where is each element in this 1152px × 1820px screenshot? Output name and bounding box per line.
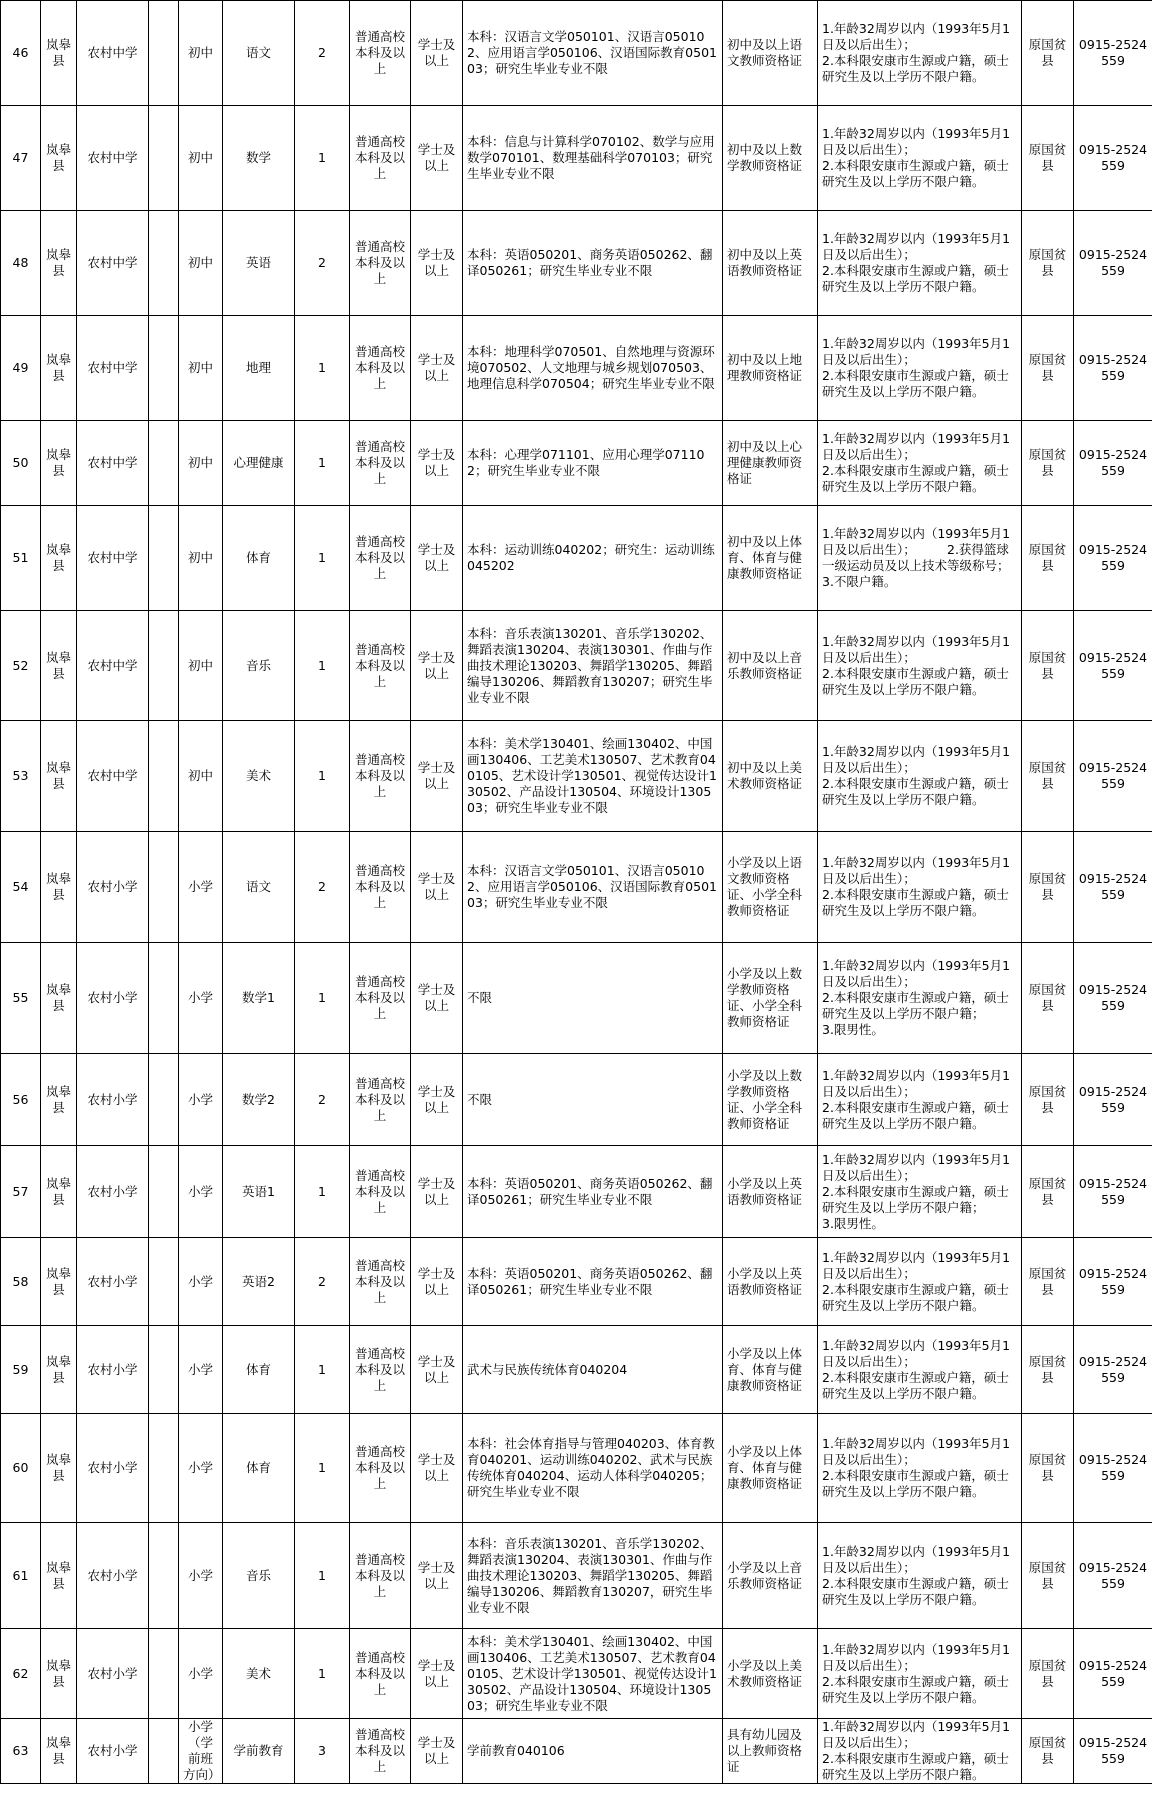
county-cell: 岚皋县	[41, 1054, 77, 1146]
major-cell: 本科：汉语言文学050101、汉语言050102、应用语言学050106、汉语国际教育050103；研究生毕业专业不限	[463, 832, 723, 943]
certificate-cell: 小学及以上数学教师资格证、小学全科教师资格证	[723, 943, 818, 1054]
phone-cell: 0915-2524559	[1074, 611, 1152, 721]
other-requirements-cell: 1.年龄32周岁以内（1993年5月1日及以后出生）； 2.本科限安康市生源或户籍，硕士研究生及以上学历不限户籍。	[818, 721, 1022, 832]
unit-cell: 农村小学	[77, 832, 149, 943]
other-requirements-cell: 1.年龄32周岁以内（1993年5月1日及以后出生）； 2.本科限安康市生源或户籍，硕士研究生及以上学历不限户籍。	[818, 1326, 1022, 1414]
other-requirements-cell: 1.年龄32周岁以内（1993年5月1日及以后出生）； 2.本科限安康市生源或户籍，硕士研究生及以上学历不限户籍。	[818, 421, 1022, 506]
empty-cell	[149, 421, 179, 506]
phone-cell: 0915-2524559	[1074, 1054, 1152, 1146]
table-row	[1, 316, 1152, 421]
unit-cell: 农村小学	[77, 1719, 149, 1784]
degree-cell: 学士及以上	[411, 1054, 463, 1146]
table-row	[1, 1054, 1152, 1146]
certificate-cell: 初中及以上美术教师资格证	[723, 721, 818, 832]
unit-cell: 农村小学	[77, 1146, 149, 1238]
major-cell: 本科：运动训练040202；研究生：运动训练045202	[463, 506, 723, 611]
table-row	[1, 421, 1152, 506]
region-cell: 原国贫县	[1022, 1, 1074, 106]
county-cell: 岚皋县	[41, 1, 77, 106]
subject-cell: 体育	[223, 1414, 295, 1523]
table-row	[1, 832, 1152, 943]
subject-cell: 音乐	[223, 611, 295, 721]
unit-cell: 农村小学	[77, 1054, 149, 1146]
major-cell: 本科：美术学130401、绘画130402、中国画130406、工艺美术130507、艺术教育040105、艺术设计学130501、视觉传达设计130502、产品设计130504、环境设计130503；研究生毕业专业不限	[463, 1629, 723, 1719]
certificate-cell: 初中及以上心理健康教师资格证	[723, 421, 818, 506]
degree-cell: 学士及以上	[411, 1719, 463, 1784]
county-cell: 岚皋县	[41, 1238, 77, 1326]
table-row	[1, 506, 1152, 611]
education-cell: 普通高校本科及以上	[350, 421, 411, 506]
count-cell: 1	[295, 1414, 350, 1523]
empty-cell	[149, 1629, 179, 1719]
degree-cell: 学士及以上	[411, 1629, 463, 1719]
level-cell: 小学	[179, 1629, 223, 1719]
subject-cell: 心理健康	[223, 421, 295, 506]
row-number: 46	[1, 1, 41, 106]
other-requirements-cell: 1.年龄32周岁以内（1993年5月1日及以后出生）； 2.本科限安康市生源或户籍，硕士研究生及以上学历不限户籍。	[818, 832, 1022, 943]
region-cell: 原国贫县	[1022, 1719, 1074, 1784]
other-requirements-cell: 1.年龄32周岁以内（1993年5月1日及以后出生）； 2.本科限安康市生源或户籍，硕士研究生及以上学历不限户籍。	[818, 1719, 1022, 1784]
education-cell: 普通高校本科及以上	[350, 506, 411, 611]
unit-cell: 农村中学	[77, 106, 149, 211]
row-number: 55	[1, 943, 41, 1054]
major-cell: 不限	[463, 943, 723, 1054]
degree-cell: 学士及以上	[411, 1238, 463, 1326]
certificate-cell: 小学及以上英语教师资格证	[723, 1146, 818, 1238]
count-cell: 1	[295, 721, 350, 832]
subject-cell: 音乐	[223, 1523, 295, 1629]
count-cell: 1	[295, 1523, 350, 1629]
row-number: 61	[1, 1523, 41, 1629]
empty-cell	[149, 106, 179, 211]
county-cell: 岚皋县	[41, 1523, 77, 1629]
row-number: 59	[1, 1326, 41, 1414]
phone-cell: 0915-2524559	[1074, 106, 1152, 211]
degree-cell: 学士及以上	[411, 1523, 463, 1629]
empty-cell	[149, 943, 179, 1054]
table-row	[1, 943, 1152, 1054]
degree-cell: 学士及以上	[411, 106, 463, 211]
unit-cell: 农村中学	[77, 1, 149, 106]
row-number: 47	[1, 106, 41, 211]
unit-cell: 农村小学	[77, 1238, 149, 1326]
unit-cell: 农村中学	[77, 506, 149, 611]
row-number: 49	[1, 316, 41, 421]
education-cell: 普通高校本科及以上	[350, 106, 411, 211]
unit-cell: 农村小学	[77, 943, 149, 1054]
region-cell: 原国贫县	[1022, 1146, 1074, 1238]
degree-cell: 学士及以上	[411, 1146, 463, 1238]
degree-cell: 学士及以上	[411, 506, 463, 611]
county-cell: 岚皋县	[41, 721, 77, 832]
region-cell: 原国贫县	[1022, 832, 1074, 943]
empty-cell	[149, 316, 179, 421]
county-cell: 岚皋县	[41, 1719, 77, 1784]
subject-cell: 美术	[223, 1629, 295, 1719]
row-number: 63	[1, 1719, 41, 1784]
region-cell: 原国贫县	[1022, 211, 1074, 316]
county-cell: 岚皋县	[41, 1414, 77, 1523]
subject-cell: 地理	[223, 316, 295, 421]
other-requirements-cell: 1.年龄32周岁以内（1993年5月1日及以后出生）； 2.本科限安康市生源或户籍，硕士研究生及以上学历不限户籍； 3.限男性。	[818, 943, 1022, 1054]
table-row	[1, 1629, 1152, 1719]
empty-cell	[149, 1054, 179, 1146]
level-cell: 初中	[179, 506, 223, 611]
table-row	[1, 106, 1152, 211]
certificate-cell: 初中及以上数学教师资格证	[723, 106, 818, 211]
row-number: 53	[1, 721, 41, 832]
count-cell: 2	[295, 1, 350, 106]
row-number: 52	[1, 611, 41, 721]
major-cell: 本科：社会体育指导与管理040203、体育教育040201、运动训练040202、武术与民族传统体育040204、运动人体科学040205；研究生毕业专业不限	[463, 1414, 723, 1523]
count-cell: 2	[295, 1054, 350, 1146]
degree-cell: 学士及以上	[411, 721, 463, 832]
major-cell: 本科：心理学071101、应用心理学071102；研究生毕业专业不限	[463, 421, 723, 506]
certificate-cell: 小学及以上数学教师资格证、小学全科教师资格证	[723, 1054, 818, 1146]
table-row	[1, 1326, 1152, 1414]
row-number: 51	[1, 506, 41, 611]
level-cell: 初中	[179, 106, 223, 211]
major-cell: 本科：英语050201、商务英语050262、翻译050261；研究生毕业专业不限	[463, 1238, 723, 1326]
county-cell: 岚皋县	[41, 1146, 77, 1238]
other-requirements-cell: 1.年龄32周岁以内（1993年5月1日及以后出生）； 2.本科限安康市生源或户籍，硕士研究生及以上学历不限户籍； 3.限男性。	[818, 1146, 1022, 1238]
education-cell: 普通高校本科及以上	[350, 211, 411, 316]
empty-cell	[149, 832, 179, 943]
unit-cell: 农村中学	[77, 421, 149, 506]
education-cell: 普通高校本科及以上	[350, 1146, 411, 1238]
count-cell: 1	[295, 506, 350, 611]
count-cell: 1	[295, 611, 350, 721]
table-row	[1, 1238, 1152, 1326]
certificate-cell: 小学及以上英语教师资格证	[723, 1238, 818, 1326]
subject-cell: 体育	[223, 1326, 295, 1414]
subject-cell: 数学2	[223, 1054, 295, 1146]
education-cell: 普通高校本科及以上	[350, 1719, 411, 1784]
subject-cell: 英语2	[223, 1238, 295, 1326]
other-requirements-cell: 1.年龄32周岁以内（1993年5月1日及以后出生）； 2.本科限安康市生源或户籍，硕士研究生及以上学历不限户籍。	[818, 1054, 1022, 1146]
degree-cell: 学士及以上	[411, 421, 463, 506]
education-cell: 普通高校本科及以上	[350, 611, 411, 721]
unit-cell: 农村小学	[77, 1326, 149, 1414]
phone-cell: 0915-2524559	[1074, 1326, 1152, 1414]
phone-cell: 0915-2524559	[1074, 1629, 1152, 1719]
level-cell: 初中	[179, 1, 223, 106]
education-cell: 普通高校本科及以上	[350, 1414, 411, 1523]
county-cell: 岚皋县	[41, 106, 77, 211]
county-cell: 岚皋县	[41, 316, 77, 421]
empty-cell	[149, 1326, 179, 1414]
certificate-cell: 初中及以上地理教师资格证	[723, 316, 818, 421]
empty-cell	[149, 506, 179, 611]
region-cell: 原国贫县	[1022, 721, 1074, 832]
subject-cell: 语文	[223, 832, 295, 943]
count-cell: 2	[295, 832, 350, 943]
phone-cell: 0915-2524559	[1074, 1238, 1152, 1326]
major-cell: 本科：音乐表演130201、音乐学130202、舞蹈表演130204、表演130301、作曲与作曲技术理论130203、舞蹈学130205、舞蹈编导130206、舞蹈教育130207，研究生毕业专业不限	[463, 1523, 723, 1629]
education-cell: 普通高校本科及以上	[350, 1326, 411, 1414]
major-cell: 武术与民族传统体育040204	[463, 1326, 723, 1414]
county-cell: 岚皋县	[41, 1326, 77, 1414]
row-number: 50	[1, 421, 41, 506]
certificate-cell: 具有幼儿园及以上教师资格证	[723, 1719, 818, 1784]
count-cell: 1	[295, 943, 350, 1054]
certificate-cell: 小学及以上语文教师资格证、小学全科教师资格证	[723, 832, 818, 943]
degree-cell: 学士及以上	[411, 211, 463, 316]
certificate-cell: 初中及以上音乐教师资格证	[723, 611, 818, 721]
major-cell: 学前教育040106	[463, 1719, 723, 1784]
major-cell: 本科：美术学130401、绘画130402、中国画130406、工艺美术130507、艺术教育040105、艺术设计学130501、视觉传达设计130502、产品设计130504、环境设计130503；研究生毕业专业不限	[463, 721, 723, 832]
major-cell: 本科：信息与计算科学070102、数学与应用数学070101、数理基础科学070103；研究生毕业专业不限	[463, 106, 723, 211]
other-requirements-cell: 1.年龄32周岁以内（1993年5月1日及以后出生）； 2.本科限安康市生源或户籍，硕士研究生及以上学历不限户籍。	[818, 1, 1022, 106]
empty-cell	[149, 1146, 179, 1238]
row-number: 58	[1, 1238, 41, 1326]
subject-cell: 英语	[223, 211, 295, 316]
education-cell: 普通高校本科及以上	[350, 1629, 411, 1719]
region-cell: 原国贫县	[1022, 506, 1074, 611]
region-cell: 原国贫县	[1022, 1238, 1074, 1326]
level-cell: 小学	[179, 943, 223, 1054]
education-cell: 普通高校本科及以上	[350, 1523, 411, 1629]
unit-cell: 农村小学	[77, 1629, 149, 1719]
degree-cell: 学士及以上	[411, 1414, 463, 1523]
region-cell: 原国贫县	[1022, 106, 1074, 211]
level-cell: 初中	[179, 211, 223, 316]
region-cell: 原国贫县	[1022, 1523, 1074, 1629]
level-cell: 小学	[179, 1414, 223, 1523]
region-cell: 原国贫县	[1022, 1629, 1074, 1719]
subject-cell: 数学1	[223, 943, 295, 1054]
phone-cell: 0915-2524559	[1074, 1414, 1152, 1523]
major-cell: 本科：英语050201、商务英语050262、翻译050261；研究生毕业专业不限	[463, 1146, 723, 1238]
other-requirements-cell: 1.年龄32周岁以内（1993年5月1日及以后出生）； 2.本科限安康市生源或户籍，硕士研究生及以上学历不限户籍。	[818, 1238, 1022, 1326]
empty-cell	[149, 1719, 179, 1784]
certificate-cell: 小学及以上体育、体育与健康教师资格证	[723, 1414, 818, 1523]
phone-cell: 0915-2524559	[1074, 316, 1152, 421]
other-requirements-cell: 1.年龄32周岁以内（1993年5月1日及以后出生）； 2.本科限安康市生源或户籍，硕士研究生及以上学历不限户籍。	[818, 1414, 1022, 1523]
region-cell: 原国贫县	[1022, 611, 1074, 721]
region-cell: 原国贫县	[1022, 1054, 1074, 1146]
row-number: 54	[1, 832, 41, 943]
unit-cell: 农村中学	[77, 211, 149, 316]
table-row	[1, 1523, 1152, 1629]
region-cell: 原国贫县	[1022, 943, 1074, 1054]
row-number: 56	[1, 1054, 41, 1146]
count-cell: 1	[295, 1326, 350, 1414]
degree-cell: 学士及以上	[411, 611, 463, 721]
major-cell: 本科：汉语言文学050101、汉语言050102、应用语言学050106、汉语国际教育050103；研究生毕业专业不限	[463, 1, 723, 106]
empty-cell	[149, 1238, 179, 1326]
certificate-cell: 初中及以上语文教师资格证	[723, 1, 818, 106]
count-cell: 1	[295, 421, 350, 506]
level-cell: 小学	[179, 1238, 223, 1326]
row-number: 60	[1, 1414, 41, 1523]
region-cell: 原国贫县	[1022, 1414, 1074, 1523]
count-cell: 2	[295, 1238, 350, 1326]
degree-cell: 学士及以上	[411, 943, 463, 1054]
certificate-cell: 小学及以上体育、体育与健康教师资格证	[723, 1326, 818, 1414]
other-requirements-cell: 1.年龄32周岁以内（1993年5月1日及以后出生）； 2.本科限安康市生源或户籍，硕士研究生及以上学历不限户籍。	[818, 1629, 1022, 1719]
table-row	[1, 211, 1152, 316]
county-cell: 岚皋县	[41, 943, 77, 1054]
level-cell: 初中	[179, 721, 223, 832]
region-cell: 原国贫县	[1022, 421, 1074, 506]
empty-cell	[149, 211, 179, 316]
empty-cell	[149, 721, 179, 832]
unit-cell: 农村中学	[77, 316, 149, 421]
degree-cell: 学士及以上	[411, 832, 463, 943]
unit-cell: 农村小学	[77, 1523, 149, 1629]
county-cell: 岚皋县	[41, 611, 77, 721]
table-row	[1, 1719, 1152, 1784]
degree-cell: 学士及以上	[411, 1326, 463, 1414]
count-cell: 1	[295, 1146, 350, 1238]
county-cell: 岚皋县	[41, 506, 77, 611]
level-cell: 初中	[179, 611, 223, 721]
other-requirements-cell: 1.年龄32周岁以内（1993年5月1日及以后出生）； 2.本科限安康市生源或户籍，硕士研究生及以上学历不限户籍。	[818, 106, 1022, 211]
row-number: 48	[1, 211, 41, 316]
count-cell: 1	[295, 106, 350, 211]
region-cell: 原国贫县	[1022, 1326, 1074, 1414]
education-cell: 普通高校本科及以上	[350, 1054, 411, 1146]
table-row	[1, 611, 1152, 721]
education-cell: 普通高校本科及以上	[350, 1238, 411, 1326]
subject-cell: 体育	[223, 506, 295, 611]
major-cell: 本科：音乐表演130201、音乐学130202、舞蹈表演130204、表演130301、作曲与作曲技术理论130203、舞蹈学130205、舞蹈编导130206、舞蹈教育130207；研究生毕业专业不限	[463, 611, 723, 721]
phone-cell: 0915-2524559	[1074, 832, 1152, 943]
empty-cell	[149, 611, 179, 721]
level-cell: 小学	[179, 1054, 223, 1146]
region-cell: 原国贫县	[1022, 316, 1074, 421]
empty-cell	[149, 1, 179, 106]
row-number: 62	[1, 1629, 41, 1719]
level-cell: 小学	[179, 1146, 223, 1238]
subject-cell: 学前教育	[223, 1719, 295, 1784]
other-requirements-cell: 1.年龄32周岁以内（1993年5月1日及以后出生）； 2.本科限安康市生源或户籍，硕士研究生及以上学历不限户籍。	[818, 316, 1022, 421]
count-cell: 2	[295, 211, 350, 316]
county-cell: 岚皋县	[41, 421, 77, 506]
unit-cell: 农村中学	[77, 611, 149, 721]
level-cell: 小学（学前班方向）	[179, 1719, 223, 1784]
certificate-cell: 初中及以上体育、体育与健康教师资格证	[723, 506, 818, 611]
phone-cell: 0915-2524559	[1074, 1523, 1152, 1629]
table-row	[1, 1414, 1152, 1523]
unit-cell: 农村小学	[77, 1414, 149, 1523]
certificate-cell: 初中及以上英语教师资格证	[723, 211, 818, 316]
phone-cell: 0915-2524559	[1074, 506, 1152, 611]
level-cell: 初中	[179, 421, 223, 506]
table-row	[1, 1, 1152, 106]
phone-cell: 0915-2524559	[1074, 721, 1152, 832]
education-cell: 普通高校本科及以上	[350, 1, 411, 106]
empty-cell	[149, 1414, 179, 1523]
subject-cell: 美术	[223, 721, 295, 832]
other-requirements-cell: 1.年龄32周岁以内（1993年5月1日及以后出生）； 2.本科限安康市生源或户籍，硕士研究生及以上学历不限户籍。	[818, 211, 1022, 316]
unit-cell: 农村中学	[77, 721, 149, 832]
county-cell: 岚皋县	[41, 832, 77, 943]
phone-cell: 0915-2524559	[1074, 943, 1152, 1054]
row-number: 57	[1, 1146, 41, 1238]
phone-cell: 0915-2524559	[1074, 1719, 1152, 1784]
table-row	[1, 1146, 1152, 1238]
other-requirements-cell: 1.年龄32周岁以内（1993年5月1日及以后出生）； 2.本科限安康市生源或户籍，硕士研究生及以上学历不限户籍。	[818, 611, 1022, 721]
subject-cell: 数学	[223, 106, 295, 211]
level-cell: 小学	[179, 1326, 223, 1414]
other-requirements-cell: 1.年龄32周岁以内（1993年5月1日及以后出生）； 2.本科限安康市生源或户籍，硕士研究生及以上学历不限户籍。	[818, 1523, 1022, 1629]
major-cell: 本科：英语050201、商务英语050262、翻译050261；研究生毕业专业不限	[463, 211, 723, 316]
phone-cell: 0915-2524559	[1074, 421, 1152, 506]
certificate-cell: 小学及以上音乐教师资格证	[723, 1523, 818, 1629]
table-row	[1, 721, 1152, 832]
degree-cell: 学士及以上	[411, 316, 463, 421]
count-cell: 1	[295, 316, 350, 421]
degree-cell: 学士及以上	[411, 1, 463, 106]
empty-cell	[149, 1523, 179, 1629]
education-cell: 普通高校本科及以上	[350, 943, 411, 1054]
major-cell: 本科：地理科学070501、自然地理与资源环境070502、人文地理与城乡规划070503、地理信息科学070504；研究生毕业专业不限	[463, 316, 723, 421]
certificate-cell: 小学及以上美术教师资格证	[723, 1629, 818, 1719]
phone-cell: 0915-2524559	[1074, 211, 1152, 316]
subject-cell: 语文	[223, 1, 295, 106]
other-requirements-cell: 1.年龄32周岁以内（1993年5月1日及以后出生）； 2.获得篮球一级运动员及以上技术等级称号； 3.不限户籍。	[818, 506, 1022, 611]
level-cell: 小学	[179, 1523, 223, 1629]
count-cell: 1	[295, 1629, 350, 1719]
county-cell: 岚皋县	[41, 211, 77, 316]
major-cell: 不限	[463, 1054, 723, 1146]
education-cell: 普通高校本科及以上	[350, 316, 411, 421]
level-cell: 初中	[179, 316, 223, 421]
phone-cell: 0915-2524559	[1074, 1146, 1152, 1238]
count-cell: 3	[295, 1719, 350, 1784]
education-cell: 普通高校本科及以上	[350, 721, 411, 832]
phone-cell: 0915-2524559	[1074, 1, 1152, 106]
education-cell: 普通高校本科及以上	[350, 832, 411, 943]
subject-cell: 英语1	[223, 1146, 295, 1238]
county-cell: 岚皋县	[41, 1629, 77, 1719]
level-cell: 小学	[179, 832, 223, 943]
